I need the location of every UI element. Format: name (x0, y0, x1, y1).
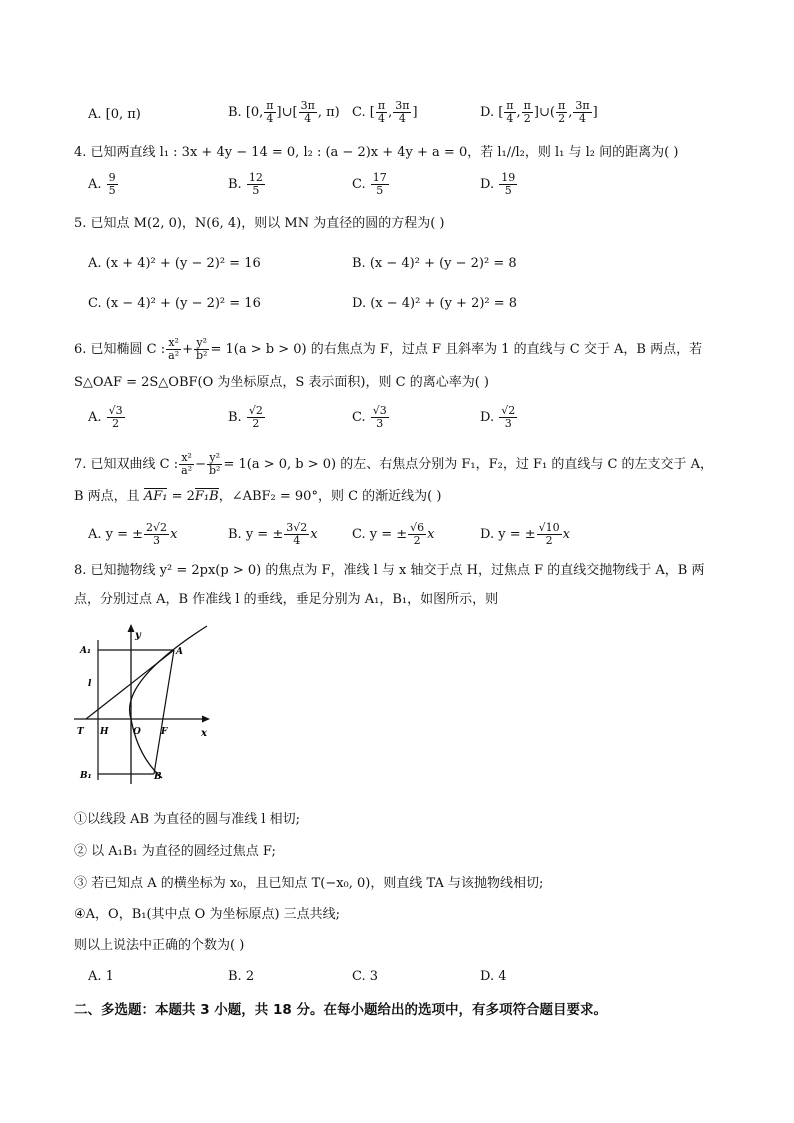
q5-option-b: B. (x − 4)² + (y − 2)² = 8 (352, 256, 517, 271)
label-o: O (133, 727, 141, 737)
q7-stem-line2: B 两点，且 AF₁ = 2F₁B，∠ABF₂ = 90°，则 C 的渐近线为( ) (74, 489, 442, 504)
q7-option-d: D. y = ± $\frac{√10}{2}$ x (480, 521, 570, 547)
q5-option-c: C. (x − 4)² + (y − 2)² = 16 (88, 296, 261, 311)
q5-stem: 5. 已知点 M(2, 0)，N(6, 4)，则以 MN 为直径的圆的方程为( ) (74, 216, 445, 231)
q5-option-a: A. (x + 4)² + (y − 2)² = 16 (88, 256, 261, 271)
q8-statement-1: ①以线段 AB 为直径的圆与准线 l 相切; (74, 812, 301, 827)
label-b: B (154, 772, 162, 782)
parabola-figure (74, 622, 224, 784)
label-b1: B₁ (80, 771, 92, 781)
q3-option-a: A. [0, π) (88, 107, 141, 122)
x-axis-arrow (202, 716, 210, 723)
q6-option-d: D. $\frac{√2}{3}$ (480, 404, 516, 430)
q8-statement-2: ② 以 A₁B₁ 为直径的圆经过焦点 F; (74, 844, 276, 859)
parabola-curve (130, 626, 207, 778)
q7-option-b: B. y = ± $\frac{3√2}{4}$ x (228, 521, 318, 547)
label-a1: A₁ (80, 646, 91, 656)
q8-stem-line1: 8. 已知抛物线 y² = 2px(p > 0) 的焦点为 F，准线 l 与 x 轴交于点 H，过焦点 F 的直线交抛物线于 A，B 两 (74, 563, 705, 578)
focal-chord (154, 650, 174, 774)
q6-option-a: A. $\frac{√3}{2}$ (88, 404, 123, 430)
q4-option-c: C. $\frac{17}{5}$ (352, 171, 387, 197)
label-a: A (176, 647, 183, 657)
q3-option-b: B. [0, $\frac{\pi}{4}$ ]∪[ $\frac{3\pi}{4}$ , π) (228, 99, 340, 125)
q4-option-a: A. $\frac{9}{5}$ (88, 171, 116, 197)
label-y: y (135, 630, 141, 641)
q6-stem-line1: 6. 已知椭圆 C : $\frac{\text{x²}}{\text{a²}}$ + $\frac{\text{y²}}{\text{b²}}$ = 1(a > b > 0) 的右焦点为 F，过点 F 且斜率为 1 的直线与 C 交于 A，B 两点，若 (74, 336, 703, 362)
q8-stem-line2: 点，分别过点 A，B 作准线 l 的垂线，垂足分别为 A₁，B₁，如图所示，则 (74, 592, 499, 607)
label-l: l (88, 679, 92, 689)
q8-statement-4: ④A，O，B₁(其中点 O 为坐标原点) 三点共线; (74, 907, 341, 922)
q8-statement-3: ③ 若已知点 A 的横坐标为 x₀，且已知点 T(−x₀, 0)，则直线 TA 与该抛物线相切; (74, 876, 544, 891)
q4-option-b: B. $\frac{12}{5}$ (228, 171, 263, 197)
q3-option-d: D. [ $\frac{\pi}{4}$ , $\frac{\pi}{2}$ ]∪( $\frac{\pi}{2}$ , $\frac{3\pi}{4}$ ] (480, 99, 598, 125)
q3-option-c: C. [ $\frac{\pi}{4}$ , $\frac{3\pi}{4}$ ] (352, 99, 418, 125)
label-h: H (100, 727, 109, 737)
q7-option-c: C. y = ± $\frac{√6}{2}$ x (352, 521, 435, 547)
q6-stem-line2: S△OAF = 2S△OBF(O 为坐标原点，S 表示面积)，则 C 的离心率为( ) (74, 375, 489, 390)
q4-option-d: D. $\frac{19}{5}$ (480, 171, 516, 197)
q6-option-c: C. $\frac{√3}{3}$ (352, 404, 387, 430)
q8-option-d: D. 4 (480, 969, 507, 984)
q8-option-b: B. 2 (228, 969, 255, 984)
y-axis-arrow (128, 624, 135, 632)
label-t: T (77, 727, 84, 737)
q8-option-c: C. 3 (352, 969, 379, 984)
label-f: F (161, 727, 168, 737)
q7-option-a: A. y = ± $\frac{2√2}{3}$ x (88, 521, 178, 547)
q4-stem: 4. 已知两直线 l₁ : 3x + 4y − 14 = 0, l₂ : (a − 2)x + 4y + a = 0，若 l₁//l₂，则 l₁ 与 l₂ 间的距离为( ) (74, 145, 679, 160)
q6-option-b: B. $\frac{√2}{2}$ (228, 404, 263, 430)
q8-question: 则以上说法中正确的个数为( ) (74, 938, 245, 953)
q7-stem-line1: 7. 已知双曲线 C : $\frac{\text{x²}}{\text{a²}}$ − $\frac{\text{y²}}{\text{b²}}$ = 1(a > 0, b > 0) 的左、右焦点分别为 F₁，F₂，过 F₁ 的直线与 C 的左支交于 A， (74, 451, 714, 477)
q8-option-a: A. 1 (88, 969, 114, 984)
label-x: x (201, 728, 207, 739)
q5-option-d: D. (x − 4)² + (y + 2)² = 8 (352, 296, 518, 311)
section-2-heading: 二、多选题：本题共 3 小题，共 18 分。在每小题给出的选项中，有多项符合题目要求。 (74, 1002, 607, 1018)
